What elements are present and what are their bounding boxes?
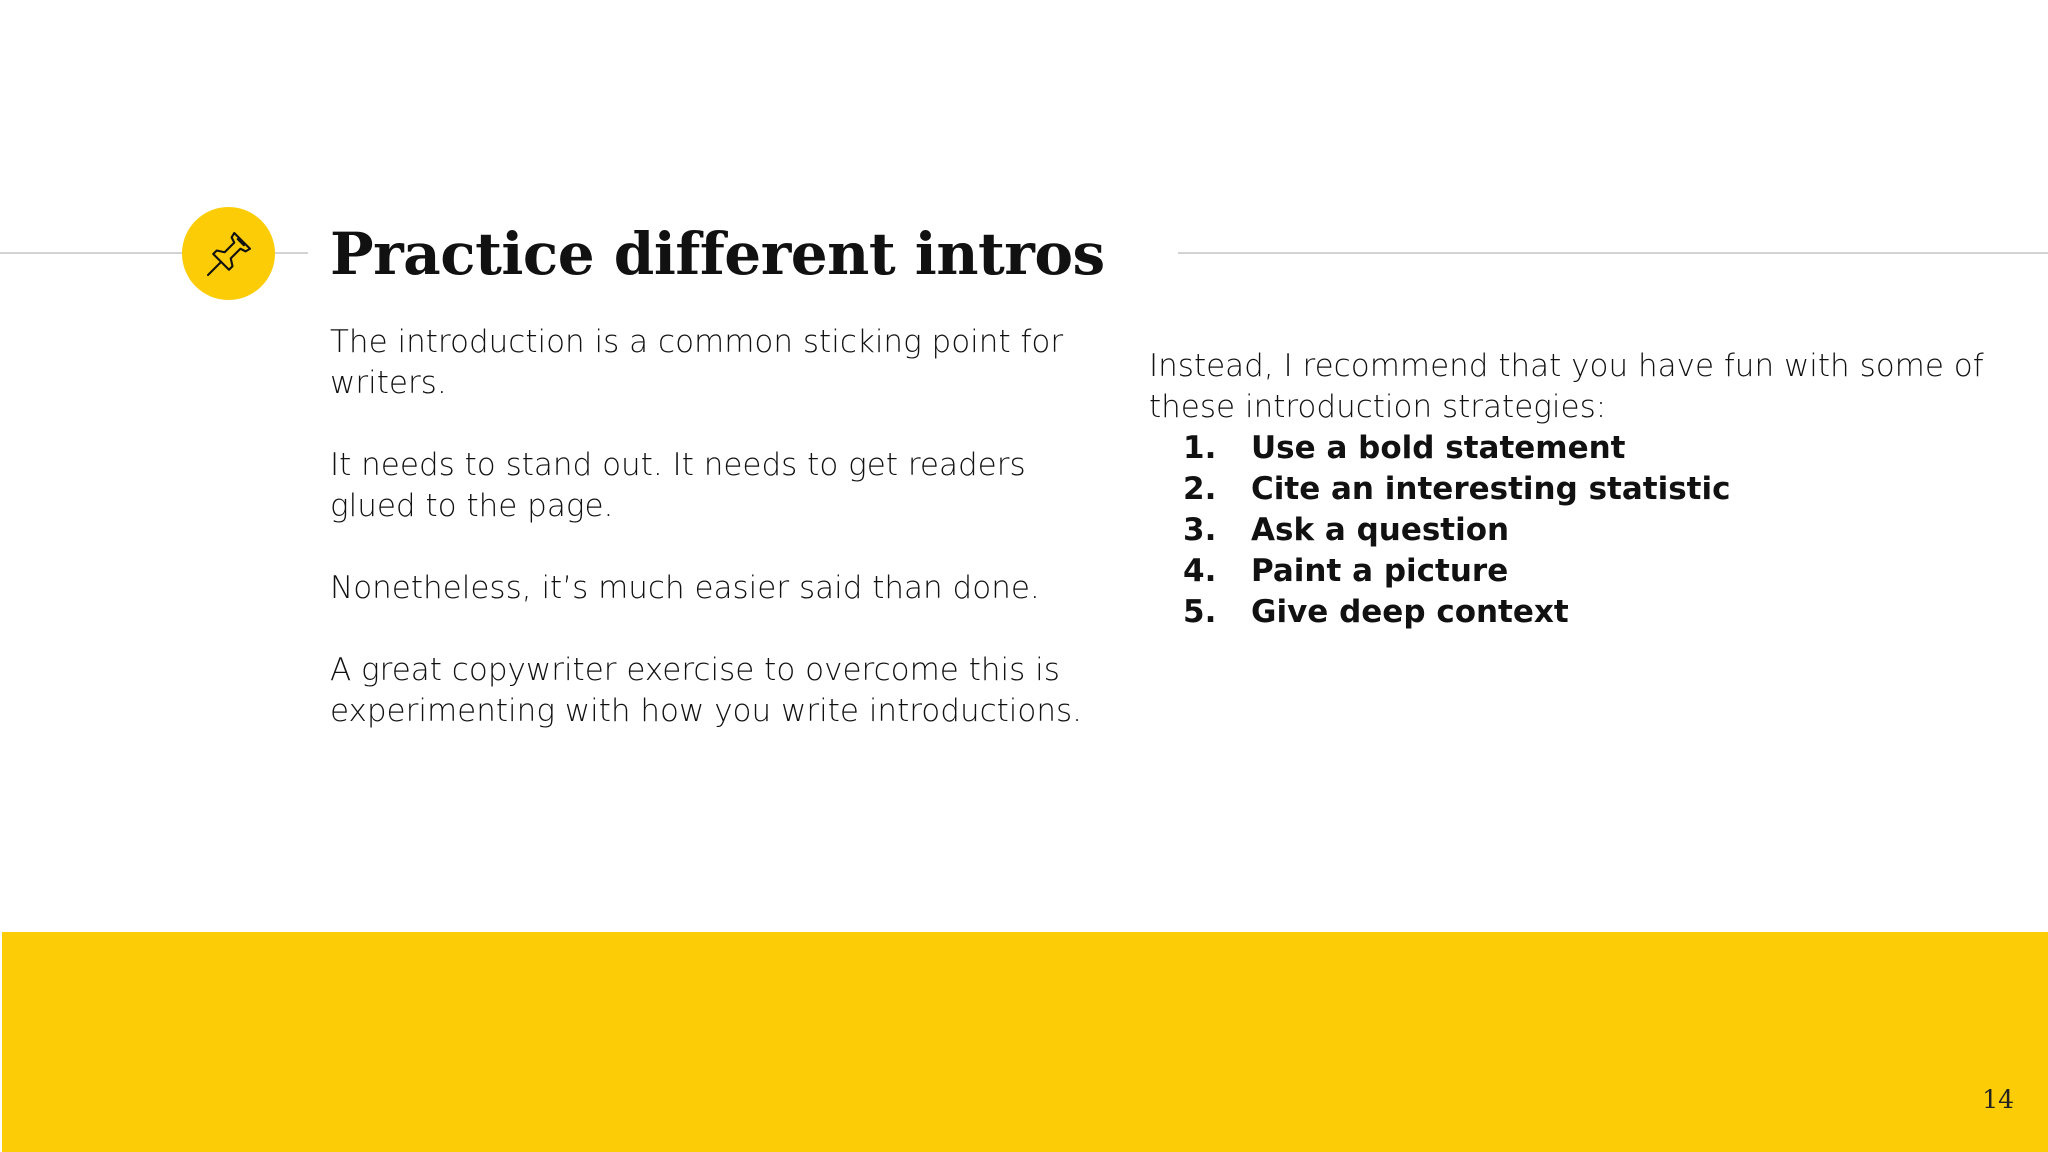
header-divider-right <box>1178 252 2048 254</box>
list-text: Give deep context <box>1251 594 1569 630</box>
list-item <box>1149 510 2009 551</box>
paragraph: It needs to stand out. It needs to get readers glued to the page. <box>330 447 1026 524</box>
list-text: Ask a question <box>1251 512 1510 548</box>
list-item <box>1149 551 2009 592</box>
paragraph: Nonetheless, it’s much easier said than done. <box>330 570 1040 606</box>
list-number: 1. <box>1183 430 1217 466</box>
list-text: Paint a picture <box>1251 553 1509 589</box>
list-number: 5. <box>1183 594 1217 630</box>
right-column <box>1149 346 2009 633</box>
page-number: 14 <box>1982 1085 2014 1114</box>
strategies-list <box>1149 428 2009 633</box>
slide-title: Practice different intros <box>330 220 1105 288</box>
list-item <box>1149 469 2009 510</box>
strategies-intro: Instead, I recommend that you have fun with some of these introduction strategies: <box>1149 348 1984 425</box>
list-number: 2. <box>1183 471 1217 507</box>
list-item <box>1149 592 2009 633</box>
paragraph: A great copywriter exercise to overcome this is experimenting with how you write introductions. <box>330 652 1083 729</box>
list-text: Use a bold statement <box>1251 430 1626 466</box>
footer-band <box>2 932 2048 1152</box>
list-item <box>1149 428 2009 469</box>
pushpin-icon <box>201 226 257 282</box>
left-column <box>330 322 1110 732</box>
paragraph: The introduction is a common sticking point for writers. <box>330 324 1064 401</box>
pin-badge <box>182 207 275 300</box>
list-number: 4. <box>1183 553 1217 589</box>
list-number: 3. <box>1183 512 1217 548</box>
list-text: Cite an interesting statistic <box>1251 471 1731 507</box>
